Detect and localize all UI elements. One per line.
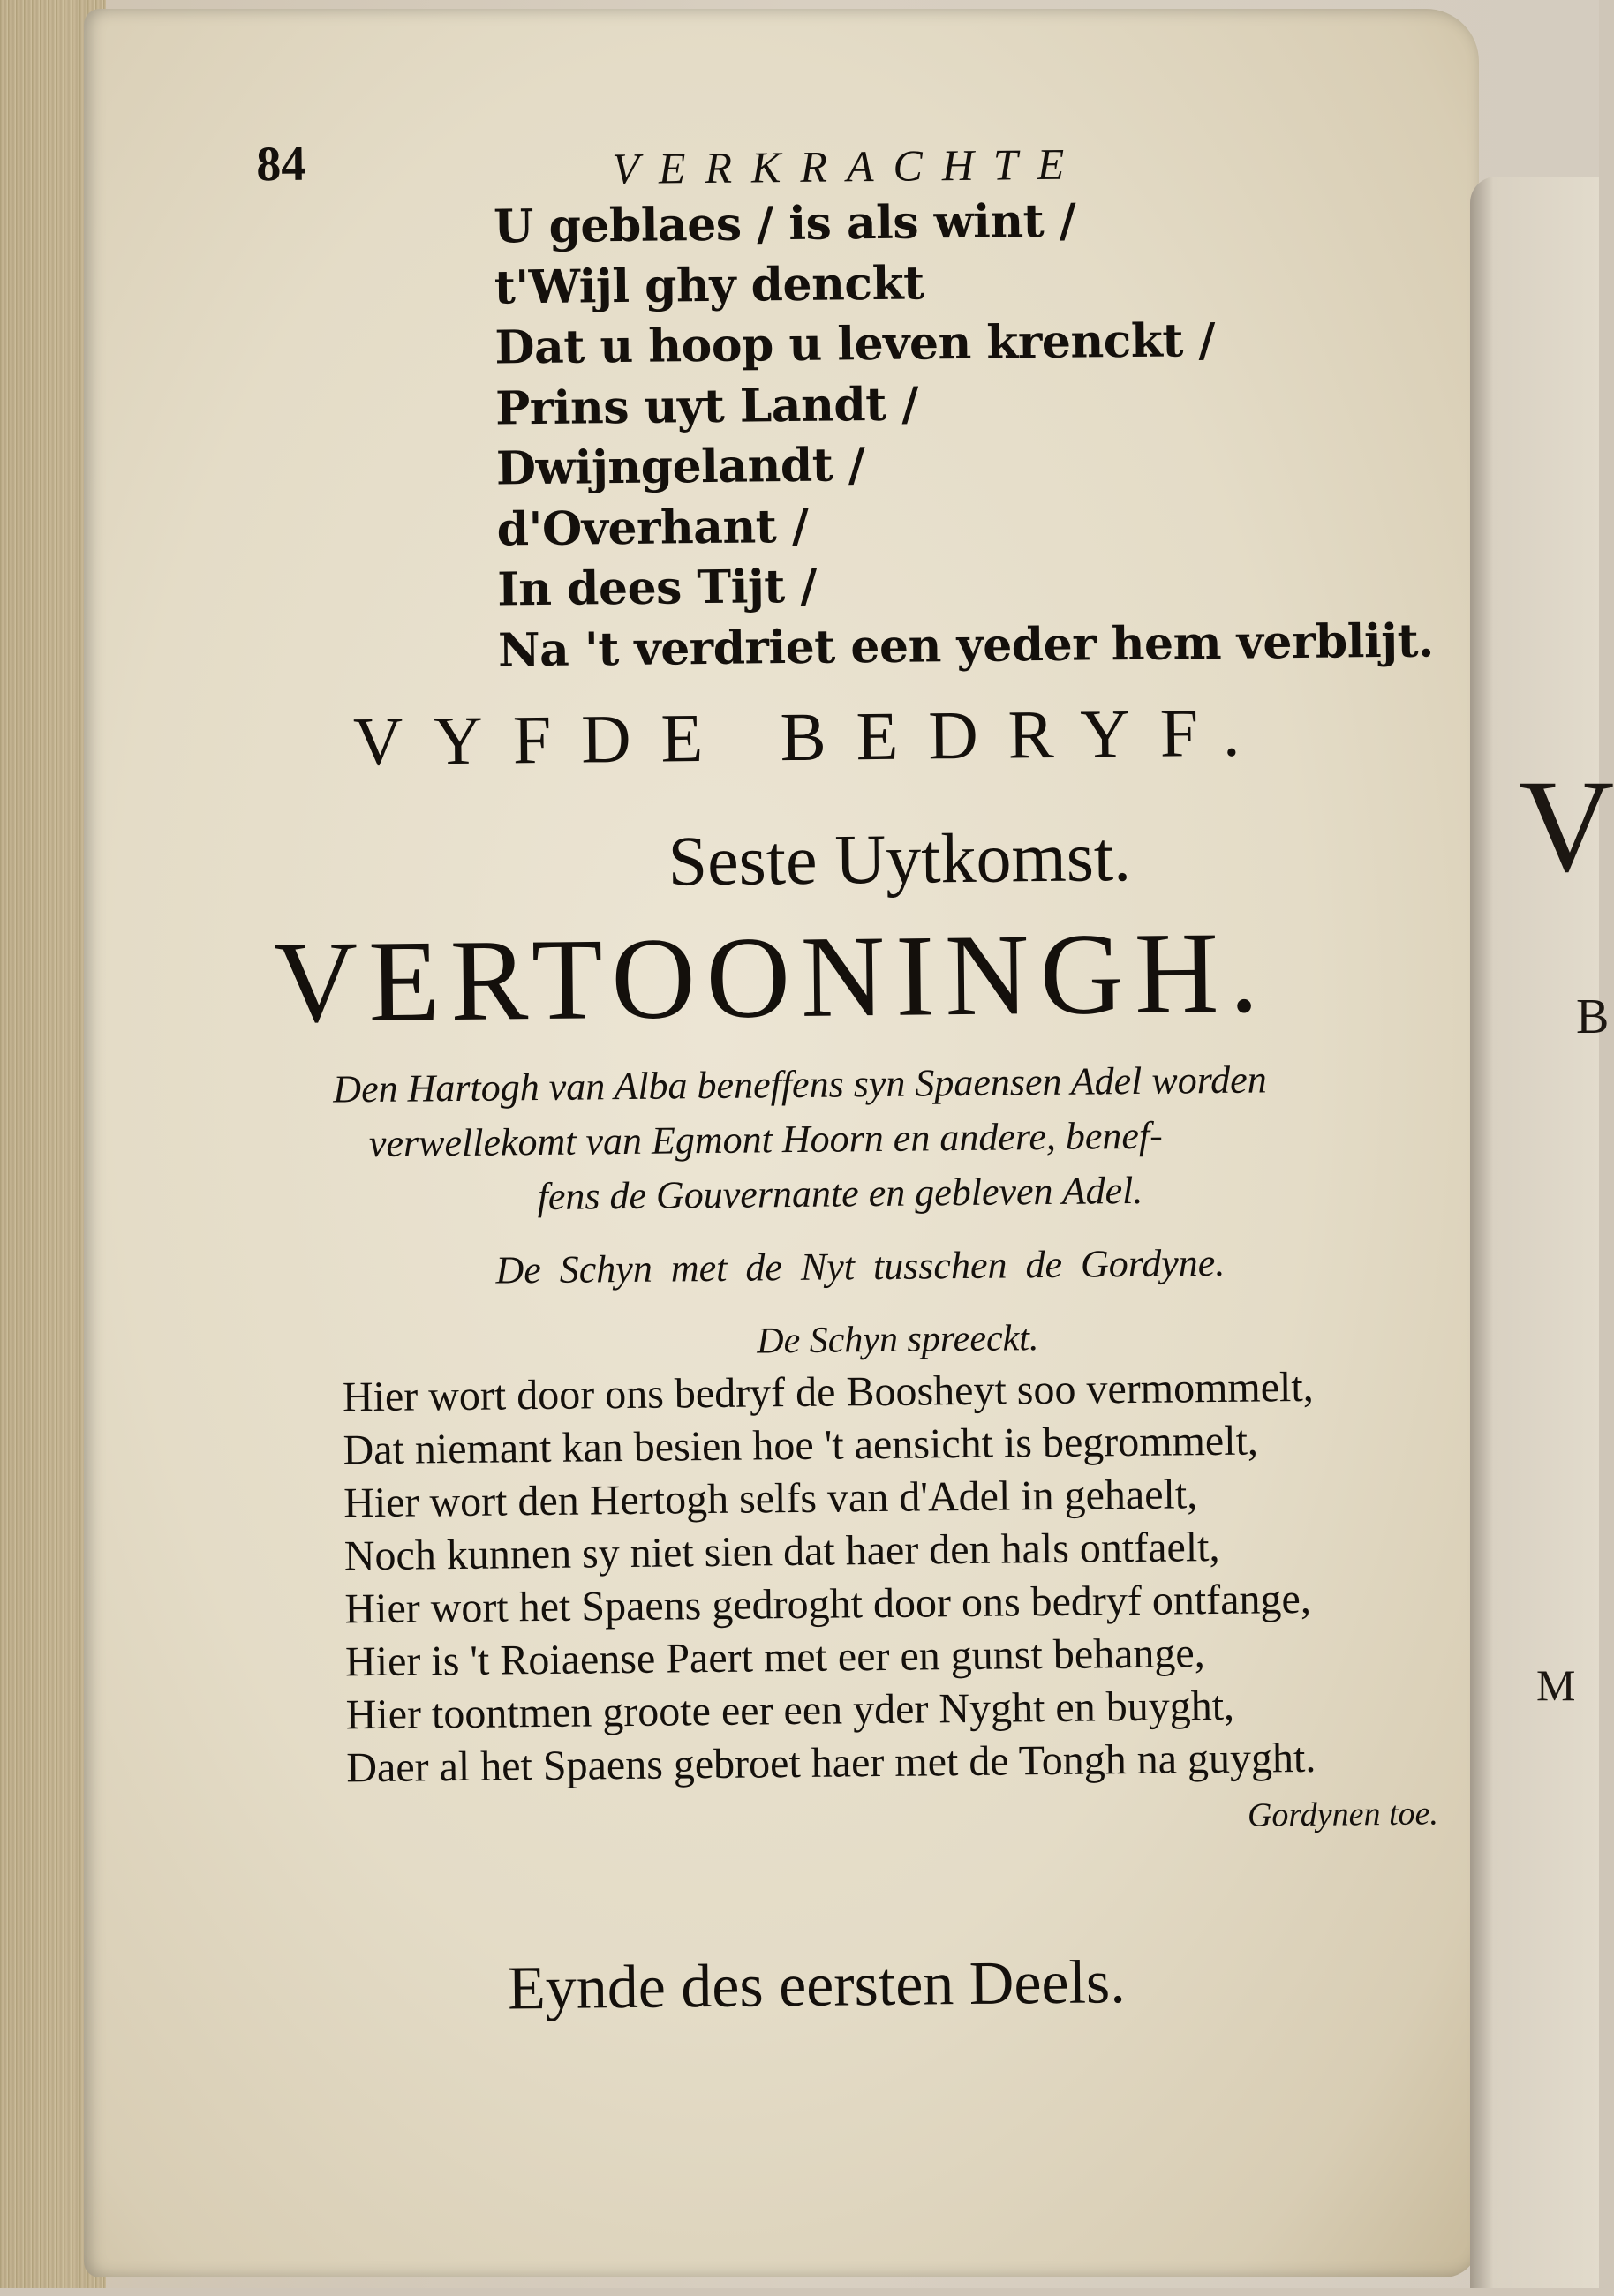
stage-description-line: Den Hartogh van Alba beneffens syn Spaensen Adel worden — [333, 1058, 1267, 1111]
section-heading: VERTOONINGH. — [273, 907, 1270, 1048]
stage-direction: Gordynen toe. — [1247, 1795, 1439, 1834]
verse-line: Dat niemant kan besien hoe 't aensicht is begrommelt, — [343, 1417, 1259, 1474]
facing-page-letter-small: M — [1536, 1660, 1576, 1710]
poem-line: Dat u hoop u leven krenckt / — [494, 312, 1216, 375]
end-title: Eynde des eersten Deels. — [507, 1948, 1127, 2023]
verse-line: Hier toontmen groote eer een yder Nyght en buyght, — [345, 1682, 1235, 1739]
poem-line: Prins uyt Landt / — [494, 376, 919, 436]
speaker-label: De Schyn spreeckt. — [757, 1318, 1039, 1362]
verse-line: Hier wort den Hertogh selfs van d'Adel in gehaelt, — [343, 1471, 1198, 1527]
verse-line: Hier wort door ons bedryf de Boosheyt soo vermommelt, — [342, 1363, 1314, 1421]
stage-description-line: verwellekomt van Egmont Hoorn en andere, benef- — [368, 1113, 1164, 1166]
verse-line: Hier wort het Spaens gedroght door ons bedryf ontfange, — [344, 1575, 1312, 1633]
stage-description-line: fens de Gouvernante en gebleven Adel. — [537, 1168, 1143, 1219]
act-title: VYFDE BEDRYF. — [352, 693, 1271, 780]
verse-block — [343, 1361, 1318, 1795]
poem-line: Dwijngelandt / — [495, 438, 865, 496]
running-head: VERKRACHTE — [612, 139, 1084, 194]
page-number: 84 — [255, 136, 306, 192]
poem-line: U geblaes / is als wint / — [493, 193, 1076, 254]
poem-line: In dees Tijt / — [497, 559, 818, 617]
verse-line: Hier is 't Roiaense Paert met eer en gunst behange, — [344, 1630, 1205, 1686]
facing-page-letter-small: B — [1576, 990, 1610, 1044]
poem-line: d'Overhant / — [496, 499, 809, 556]
stage-description — [333, 1050, 1482, 1227]
poem-line: Na 't verdriet een yeder hem verblijt. — [497, 613, 1434, 677]
verse-line: Noch kunnen sy niet sien dat haer den hals ontfaelt, — [343, 1523, 1220, 1580]
stage-setting: De Schyn met de Nyt tusschen de Gordyne. — [495, 1240, 1226, 1292]
facing-page-letter-large: V — [1519, 753, 1614, 900]
scene-title: Seste Uytkomst. — [667, 817, 1132, 901]
poem-line: t'Wijl ghy denckt — [494, 255, 924, 315]
blackletter-poem — [494, 187, 1434, 681]
verse-line: Daer al het Spaens gebroet haer met de Tongh na guyght. — [346, 1734, 1316, 1792]
